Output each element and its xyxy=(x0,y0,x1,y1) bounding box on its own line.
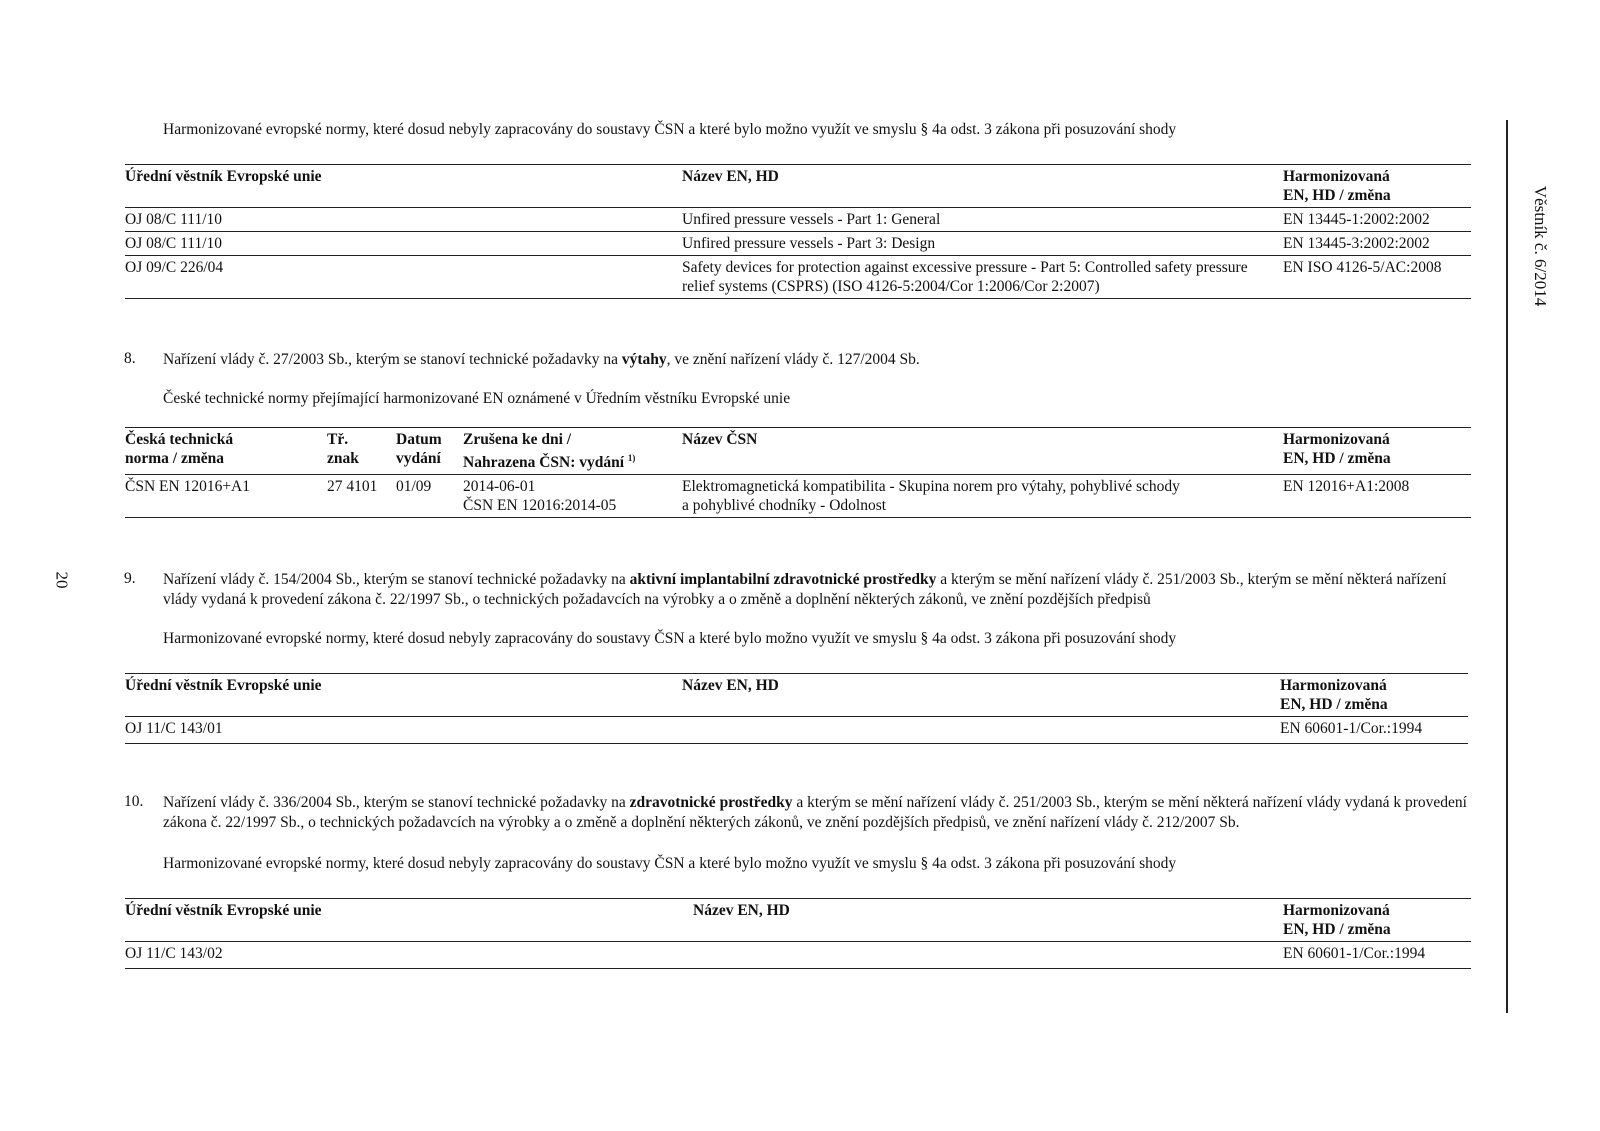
table-row xyxy=(125,475,1471,518)
table-header xyxy=(125,674,1468,717)
section-9-number: 9. xyxy=(124,570,136,587)
cell-date: 01/09 xyxy=(396,478,432,496)
header-harmonized: Harmonizovaná EN, HD / změna xyxy=(1283,902,1391,938)
section-8-text: Nařízení vlády č. 27/2003 Sb., kterým se stanoví technické požadavky na výtahy, ve znění nařízení vlády č. 127/2004 Sb. xyxy=(163,351,920,368)
header-csn-name: Název ČSN xyxy=(682,431,758,448)
section-9-text: Nařízení vlády č. 154/2004 Sb., kterým se stanoví technické požadavky na aktivní implantabilní zdravotnické prostředky a kterým se mění nařízení vlády č. 251/2003 Sb., kterým se mění některá nařízení vlády vydaná k provedení zákona č. 22/1997 Sb., o technických požadavcích na výrobky a o změně a doplnění některých zákonů, ve znění pozdějších předpisů xyxy=(163,571,1447,608)
cell-en: EN ISO 4126-5/AC:2008 xyxy=(1283,259,1442,276)
cell-name: Safety devices for protection against excessive pressure - Part 5: Controlled safety pressure relief systems (CSPRS) (ISO 4126-5:2004/Cor 1:2006/Cor 2:2007) xyxy=(682,259,1248,295)
header-cancelled: Zrušena ke dni / Nahrazena ČSN: vydání $^{1)}$ xyxy=(463,431,636,472)
header-name: Název EN, HD xyxy=(682,168,779,185)
header-harmonized: Harmonizovaná EN, HD / změna xyxy=(1280,677,1388,713)
table-row xyxy=(125,942,1471,969)
cell-en: EN 13445-3:2002:2002 xyxy=(1283,235,1430,252)
header-name: Název EN, HD xyxy=(682,677,779,694)
cell-en: EN 60601-1/Cor.:1994 xyxy=(1283,945,1426,962)
table-row xyxy=(125,208,1471,232)
oj-table-3 xyxy=(125,898,1471,969)
header-harmonized: Harmonizovaná EN, HD / změna xyxy=(1283,431,1391,467)
cell-name: Unfired pressure vessels - Part 3: Design xyxy=(682,235,936,252)
intro-csn: České technické normy přejímající harmonizované EN oznámené v Úředním věstníku Evropské unie xyxy=(163,390,791,407)
section-8-number: 8. xyxy=(124,350,136,367)
table-header xyxy=(125,899,1471,942)
header-name: Název EN, HD xyxy=(693,902,790,919)
cell-oj: OJ 11/C 143/02 xyxy=(125,945,223,962)
cell-en: EN 60601-1/Cor.:1994 xyxy=(1280,720,1423,737)
table-header xyxy=(125,165,1471,208)
cell-name xyxy=(693,942,1283,969)
cell-norm: ČSN EN 12016+A1 xyxy=(125,478,250,496)
section-10-number: 10. xyxy=(124,793,144,810)
table-header xyxy=(125,428,1471,475)
section-10-text: Nařízení vlády č. 336/2004 Sb., kterým se stanoví technické požadavky na zdravotnické prostředky a kterým se mění nařízení vlády č. 251/2003 Sb., kterým se mění některá nařízení vlády vydaná k provedení zákona č. 22/1997 Sb., o technických požadavcích na výrobky a o změně a doplnění některých zákonů, ve znění pozdějších předpisů, ve znění nařízení vlády č. 212/2007 Sb. xyxy=(163,794,1467,831)
journal-label: Věstník č. 6/2014 xyxy=(1531,185,1550,307)
header-date: Datum vydání xyxy=(396,431,442,467)
cell-name xyxy=(682,717,1280,744)
intro-harmonized-1: Harmonizované evropské normy, které dosud nebyly zapracovány do soustavy ČSN a které bylo možno využít ve smyslu § 4a odst. 3 zákona při posuzování shody xyxy=(163,121,1177,138)
table-row xyxy=(125,717,1468,744)
header-oj: Úřední věstník Evropské unie xyxy=(125,902,322,919)
header-harmonized: Harmonizovaná EN, HD / změna xyxy=(1283,168,1391,204)
header-class: Tř. znak xyxy=(327,431,359,467)
table-row xyxy=(125,232,1471,256)
cell-oj: OJ 09/C 226/04 xyxy=(125,259,224,276)
header-oj: Úřední věstník Evropské unie xyxy=(125,677,322,694)
cell-class: 27 4101 xyxy=(327,478,378,496)
cell-name: Elektromagnetická kompatibilita - Skupina norem pro výtahy, pohyblivé schody a pohyblivé chodníky - Odolnost xyxy=(682,478,1180,515)
header-norm: Česká technická norma / změna xyxy=(125,431,234,467)
cell-name: Unfired pressure vessels - Part 1: General xyxy=(682,211,941,228)
header-oj: Úřední věstník Evropské unie xyxy=(125,168,322,185)
cell-oj: OJ 08/C 111/10 xyxy=(125,235,223,252)
cell-oj: OJ 08/C 111/10 xyxy=(125,211,223,228)
intro-harmonized-2: Harmonizované evropské normy, které dosud nebyly zapracovány do soustavy ČSN a které bylo možno využít ve smyslu § 4a odst. 3 zákona při posuzování shody xyxy=(163,630,1177,647)
page-number: 20 xyxy=(52,571,72,589)
oj-table-2 xyxy=(125,673,1468,744)
margin-rule xyxy=(1506,120,1508,1013)
csn-table xyxy=(125,427,1471,518)
cell-oj: OJ 11/C 143/01 xyxy=(125,720,223,737)
intro-harmonized-3: Harmonizované evropské normy, které dosud nebyly zapracovány do soustavy ČSN a které bylo možno využít ve smyslu § 4a odst. 3 zákona při posuzování shody xyxy=(163,855,1177,872)
cell-en: EN 13445-1:2002:2002 xyxy=(1283,211,1430,228)
cell-cancelled: 2014-06-01 ČSN EN 12016:2014-05 xyxy=(463,478,617,515)
oj-table-1 xyxy=(125,164,1471,299)
table-row xyxy=(125,256,1471,299)
cell-en: EN 12016+A1:2008 xyxy=(1283,478,1410,496)
